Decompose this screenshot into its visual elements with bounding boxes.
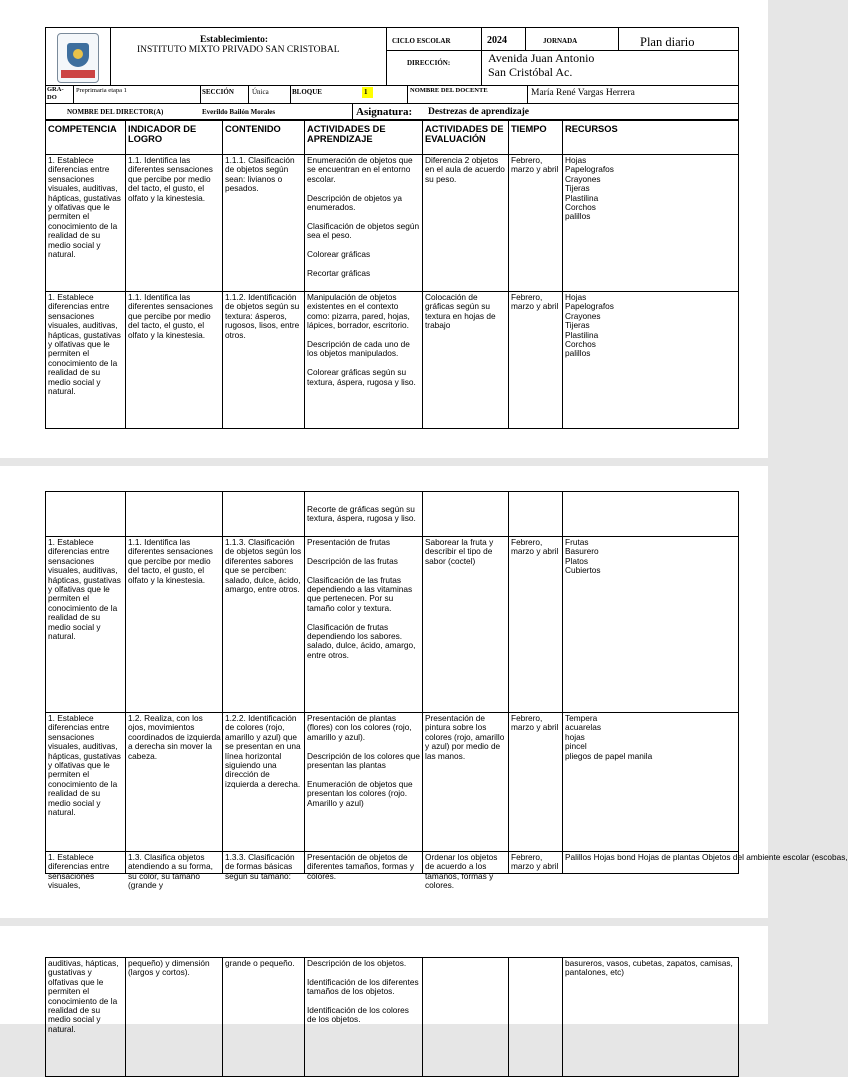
table-cell: Enumeración de objetos que se encuentran en el entorno escolar. Descripción de objetos ya enumerados. Clasificación de objetos según sea el peso. Colorear gráficas Recortar gráficas: [307, 155, 420, 278]
col-actividades-header: ACTIVIDADES DE APRENDIZAJE: [307, 124, 386, 144]
table-cell: Febrero, marzo y abril: [511, 713, 559, 733]
table-cell: Ordenar los objetos de acuerdo a los tamaños, formas y colores.: [425, 852, 498, 891]
col-competencia-header: COMPETENCIA: [48, 124, 117, 134]
table-cell: Manipulación de objetos existentes en el contexto como: pizarra, pared, hojas, lápices, borrador, escritorio. Descripción de cada uno de los objetos manipulados. Colorear gráficas según su textura, áspera, rugosa y liso.: [307, 292, 416, 387]
col-contenido-header: CONTENIDO: [225, 124, 281, 134]
docente-label: NOMBRE DEL DOCENTE: [410, 87, 488, 94]
grado-label: GRA- DO: [47, 86, 64, 101]
bloque-value: 1: [364, 88, 368, 96]
establecimiento-label: Establecimiento:: [200, 35, 269, 45]
table-cell: Febrero, marzo y abril: [511, 852, 559, 872]
table-cell: Febrero, marzo y abril: [511, 537, 559, 557]
table-cell: 1.2. Realiza, con los ojos, movimientos coordinados de izquierda a derecha sin mover la cabeza.: [128, 713, 221, 761]
table-cell: Diferencia 2 objetos en el aula de acuerdo su peso.: [425, 155, 505, 184]
table-cell: 1.1.2. Identificación de objetos según su textura: ásperos, rugosos, lisos, entre otros.: [225, 292, 300, 340]
school-logo-icon: [57, 33, 99, 83]
direccion-label: DIRECCIÓN:: [407, 59, 451, 67]
table-cell: 1.1.3. Clasificación de objetos según los diferentes sabores que se perciben: salado, dulce, ácido, amargo, entre otros.: [225, 537, 302, 595]
direccion-value: Avenida Juan Antonio San Cristóbal Ac.: [488, 51, 595, 79]
table-cell: Descripción de los objetos. Identificación de los diferentes tamaños de los objetos. Identificación de los colores de los objetos.: [307, 958, 419, 1025]
table-cell: Presentación de objetos de diferentes tamaños, formas y colores.: [307, 852, 414, 881]
ciclo-escolar-label: CICLO ESCOLAR: [392, 37, 451, 45]
institution-name: INSTITUTO MIXTO PRIVADO SAN CRISTOBAL: [137, 45, 340, 55]
table-cell: Presentación de frutas Descripción de las frutas Clasificación de las frutas dependiendo a las vitaminas que pertenecen. Por su tamaño color y textura. Clasificación de frutas dependiendo los sabores. salado, dulce, ácido, amargo, entre otros.: [307, 537, 416, 660]
table-cell: 1. Establece diferencias entre sensaciones visuales, auditivas, hápticas, gustativas y olfativas que le permiten el conocimiento de la realidad de su medio social y natural.: [48, 713, 121, 818]
table-cell: Febrero, marzo y abril: [511, 292, 559, 312]
table-cell: Hojas Papelografos Crayones Tijeras Plastilina Corchos palillos: [565, 292, 614, 359]
director-label: NOMBRE DEL DIRECTOR(A): [67, 108, 164, 116]
jornada-label: JORNADA: [543, 37, 578, 45]
table-cell: Saborear la fruta y describir el tipo de sabor (coctel): [425, 537, 494, 566]
table-cell: 1.2.2. Identificación de colores (rojo, amarillo y azul) que se presentan en una línea horizontal siguiendo una dirección de izquierda a derecha.: [225, 713, 301, 789]
grado-value: Preprimaria etapa 1: [76, 87, 127, 94]
table-cell: pequeño) y dimensión (largos y cortos).: [128, 958, 210, 978]
bloque-label: BLOQUE: [292, 88, 322, 96]
table-cell: 1. Establece diferencias entre sensaciones visuales, auditivas, hápticas, gustativas y olfativas que le permiten el conocimiento de la realidad de su medio social y natural.: [48, 537, 121, 642]
table-cell: 1.1.1. Clasificación de objetos según sean: livianos o pesados.: [225, 155, 295, 194]
table-cell: 1.3. Clasifica objetos atendiendo a su forma, su color, su tamaño (grande y: [128, 852, 213, 891]
table-cell: 1.1. Identifica las diferentes sensaciones que percibe por medio del tacto, el gusto, el olfato y la kinestesia.: [128, 155, 213, 203]
table-cell: Colocación de gráficas según su textura en hojas de trabajo: [425, 292, 496, 331]
page-3: [0, 926, 768, 1034]
page-2: [0, 466, 848, 918]
table-cell: auditivas, hápticas, gustativas y olfativas que le permiten el conocimiento de la realidad de su medio social y natural.: [48, 958, 119, 1034]
table-cell: 1.1. Identifica las diferentes sensaciones que percibe por medio del tacto, el gusto, el olfato y la kinestesia.: [128, 292, 213, 340]
asignatura-value: Destrezas de aprendizaje: [428, 107, 529, 117]
table-cell: grande o pequeño.: [225, 958, 295, 968]
director-value: Everildo Bailón Morales: [202, 108, 276, 116]
plan-title: Plan diario: [640, 35, 695, 49]
table-cell: 1. Establece diferencias entre sensaciones visuales, auditivas, hápticas, gustativas y olfativas que le permiten el conocimiento de la realidad de su medio social y natural.: [48, 155, 121, 260]
table-cell: Presentación de pintura sobre los colores (rojo, amarillo y azul) por medio de las manos.: [425, 713, 505, 761]
col-evaluacion-header: ACTIVIDADES DE EVALUACIÓN: [425, 124, 504, 144]
seccion-label: SECCIÓN: [202, 88, 234, 96]
table-cell: 1.1. Identifica las diferentes sensaciones que percibe por medio del tacto, el gusto, el olfato y la kinestesia.: [128, 537, 213, 585]
table-cell: Tempera acuarelas hojas pincel pliegos de papel manila: [565, 713, 653, 761]
docente-value: María René Vargas Herrera: [531, 88, 635, 98]
table-cell: 1.3.3. Clasificación de formas básicas según su tamaño:: [225, 852, 295, 881]
col-indicador-header: INDICADOR DE LOGRO: [128, 124, 197, 144]
col-tiempo-header: TIEMPO: [511, 124, 547, 134]
ciclo-escolar-value: 2024: [487, 35, 507, 46]
col-recursos-header: RECURSOS: [565, 124, 618, 134]
page-1: [0, 0, 768, 458]
table-cell: Palillos Hojas bond Hojas de plantas Objetos del ambiente escolar (escobas,: [565, 852, 848, 862]
table-cell: 1. Establece diferencias entre sensaciones visuales, auditivas, hápticas, gustativas y olfativas que le permiten el conocimiento de la realidad de su medio social y natural.: [48, 292, 121, 397]
table-cell: Frutas Basurero Platos Cubiertos: [565, 537, 601, 576]
table-cell: Recorte de gráficas según su textura, áspera, rugosa y liso.: [307, 504, 416, 524]
table-cell: Febrero, marzo y abril: [511, 155, 559, 175]
seccion-value: Única: [252, 88, 269, 96]
table-cell: Hojas Papelografos Crayones Tijeras Plastilina Corchos palillos: [565, 155, 614, 222]
table-cell: Presentación de plantas (flores) con los colores (rojo, amarillo y azul). Descripción de los colores que presentan las plantas Enumeración de objetos que presentan los colores (rojo. Amarillo y azul): [307, 713, 420, 808]
table-cell: 1. Establece diferencias entre sensaciones visuales,: [48, 852, 110, 891]
asignatura-label: Asignatura:: [356, 106, 413, 118]
table-cell: basureros, vasos, cubetas, zapatos, camisas, pantalones, etc): [565, 958, 733, 978]
